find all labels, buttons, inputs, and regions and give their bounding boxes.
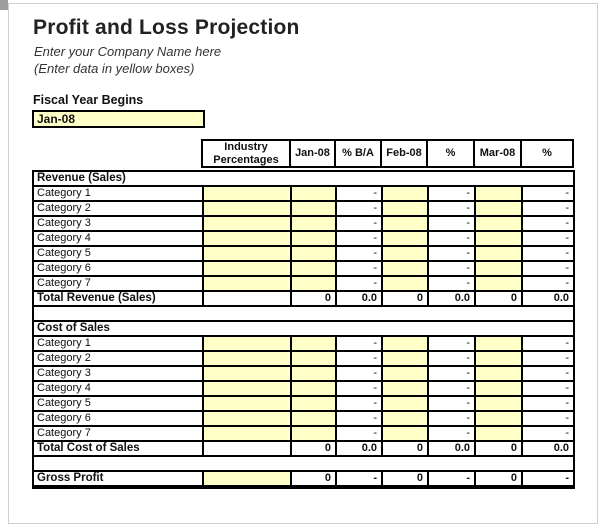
- input-cell[interactable]: [382, 276, 428, 291]
- column-header-industry-percentages: Industry Percentages: [202, 140, 290, 167]
- table-row: [33, 366, 574, 381]
- input-cell[interactable]: [291, 411, 336, 426]
- value-cell: 0: [291, 471, 336, 487]
- input-cell[interactable]: [382, 216, 428, 231]
- company-name-placeholder: Enter your Company Name here: [34, 44, 222, 59]
- value-cell: 0.0: [428, 291, 475, 306]
- value-cell: 0: [382, 291, 428, 306]
- input-cell[interactable]: [291, 351, 336, 366]
- input-cell[interactable]: [291, 366, 336, 381]
- value-cell: -: [336, 246, 382, 261]
- value-cell: 0: [475, 291, 522, 306]
- section-row: [33, 171, 574, 186]
- value-cell: 0.0: [522, 441, 574, 456]
- value-cell: -: [428, 231, 475, 246]
- column-header-pct: %: [427, 140, 474, 167]
- table-row: [33, 351, 574, 366]
- value-cell: -: [336, 231, 382, 246]
- input-cell[interactable]: [291, 426, 336, 441]
- input-cell[interactable]: [291, 381, 336, 396]
- gross-row: [33, 471, 574, 487]
- input-cell[interactable]: [382, 246, 428, 261]
- column-header-table: [32, 139, 574, 168]
- input-cell[interactable]: [475, 396, 522, 411]
- value-cell: 0.0: [336, 291, 382, 306]
- value-cell: -: [336, 426, 382, 441]
- input-cell[interactable]: [475, 261, 522, 276]
- input-cell[interactable]: [475, 246, 522, 261]
- page-title: Profit and Loss Projection: [33, 16, 300, 39]
- value-cell: -: [428, 411, 475, 426]
- value-cell: -: [336, 336, 382, 351]
- input-cell[interactable]: [475, 381, 522, 396]
- value-cell: -: [522, 471, 574, 487]
- input-cell[interactable]: [291, 201, 336, 216]
- value-cell: -: [428, 351, 475, 366]
- total-row: [33, 441, 574, 456]
- input-cell[interactable]: [203, 411, 291, 426]
- column-header-b-a: % B/A: [335, 140, 381, 167]
- row-label-category-5: Category 5: [33, 396, 203, 411]
- input-cell[interactable]: [382, 231, 428, 246]
- input-cell[interactable]: [382, 351, 428, 366]
- row-label-category-6: Category 6: [33, 411, 203, 426]
- value-cell: -: [428, 186, 475, 201]
- value-cell: -: [428, 216, 475, 231]
- value-cell: [203, 441, 291, 456]
- input-cell[interactable]: [291, 261, 336, 276]
- table-row: [33, 336, 574, 351]
- input-cell[interactable]: [382, 336, 428, 351]
- column-header-feb-08: Feb-08: [381, 140, 427, 167]
- input-cell[interactable]: [203, 381, 291, 396]
- column-header-row: [32, 140, 573, 167]
- spacer-row: [33, 306, 574, 321]
- value-cell: [203, 291, 291, 306]
- table-row: [33, 246, 574, 261]
- input-cell[interactable]: [203, 276, 291, 291]
- value-cell: -: [522, 201, 574, 216]
- value-cell: -: [522, 381, 574, 396]
- table-row: [33, 231, 574, 246]
- column-header-mar-08: Mar-08: [474, 140, 521, 167]
- input-cell[interactable]: [203, 366, 291, 381]
- value-cell: -: [522, 216, 574, 231]
- table-row: [33, 396, 574, 411]
- input-cell[interactable]: [475, 426, 522, 441]
- input-cell[interactable]: [475, 336, 522, 351]
- value-cell: 0.0: [522, 291, 574, 306]
- row-label-category-7: Category 7: [33, 426, 203, 441]
- input-cell[interactable]: [382, 381, 428, 396]
- section-header-revenue-sales: Revenue (Sales): [33, 171, 574, 186]
- value-cell: -: [428, 471, 475, 487]
- row-label-category-3: Category 3: [33, 216, 203, 231]
- value-cell: 0: [475, 471, 522, 487]
- value-cell: -: [522, 231, 574, 246]
- input-cell[interactable]: [382, 186, 428, 201]
- value-cell: 0: [291, 441, 336, 456]
- input-cell[interactable]: [291, 336, 336, 351]
- input-cell[interactable]: [382, 201, 428, 216]
- row-label-category-7: Category 7: [33, 276, 203, 291]
- value-cell: -: [336, 261, 382, 276]
- value-cell: -: [428, 426, 475, 441]
- value-cell: 0.0: [336, 441, 382, 456]
- section-row: [33, 321, 574, 336]
- input-cell[interactable]: [291, 246, 336, 261]
- header-blank-cell: [32, 140, 202, 167]
- value-cell: -: [336, 366, 382, 381]
- input-cell[interactable]: [203, 261, 291, 276]
- input-cell[interactable]: [291, 276, 336, 291]
- row-label-category-1: Category 1: [33, 186, 203, 201]
- input-cell[interactable]: [475, 351, 522, 366]
- input-cell[interactable]: [291, 396, 336, 411]
- value-cell: -: [428, 366, 475, 381]
- input-cell[interactable]: [475, 231, 522, 246]
- table-row: [33, 276, 574, 291]
- input-cell[interactable]: [203, 231, 291, 246]
- value-cell: -: [336, 186, 382, 201]
- input-cell[interactable]: [291, 216, 336, 231]
- row-label-category-4: Category 4: [33, 381, 203, 396]
- value-cell: -: [522, 396, 574, 411]
- input-cell[interactable]: [382, 366, 428, 381]
- page-corner-block: [0, 0, 8, 10]
- spacer-row: [33, 456, 574, 471]
- input-cell[interactable]: [475, 276, 522, 291]
- input-cell[interactable]: [382, 426, 428, 441]
- value-cell: -: [522, 246, 574, 261]
- input-cell[interactable]: [203, 471, 291, 487]
- row-label-category-6: Category 6: [33, 261, 203, 276]
- value-cell: 0: [291, 291, 336, 306]
- table-row: [33, 186, 574, 201]
- value-cell: -: [336, 411, 382, 426]
- input-cell[interactable]: [203, 396, 291, 411]
- table-row: [33, 426, 574, 441]
- row-label-category-4: Category 4: [33, 231, 203, 246]
- row-label-category-2: Category 2: [33, 201, 203, 216]
- table-row: [33, 201, 574, 216]
- input-cell[interactable]: [203, 246, 291, 261]
- row-label-total-cost-of-sales: Total Cost of Sales: [33, 441, 203, 456]
- value-cell: -: [522, 411, 574, 426]
- value-cell: 0: [382, 441, 428, 456]
- row-label-category-2: Category 2: [33, 351, 203, 366]
- value-cell: -: [336, 381, 382, 396]
- input-cell[interactable]: [475, 216, 522, 231]
- value-cell: 0: [475, 441, 522, 456]
- value-cell: -: [522, 261, 574, 276]
- value-cell: -: [336, 276, 382, 291]
- input-cell[interactable]: [382, 396, 428, 411]
- value-cell: -: [428, 246, 475, 261]
- value-cell: -: [428, 381, 475, 396]
- value-cell: -: [522, 351, 574, 366]
- value-cell: -: [428, 276, 475, 291]
- row-label-category-3: Category 3: [33, 366, 203, 381]
- table-row: [33, 261, 574, 276]
- value-cell: -: [336, 201, 382, 216]
- value-cell: -: [336, 351, 382, 366]
- value-cell: -: [428, 396, 475, 411]
- input-cell[interactable]: [382, 261, 428, 276]
- table-row: [33, 216, 574, 231]
- value-cell: -: [336, 216, 382, 231]
- value-cell: 0: [382, 471, 428, 487]
- input-cell[interactable]: [203, 426, 291, 441]
- value-cell: -: [428, 261, 475, 276]
- input-cell[interactable]: [203, 201, 291, 216]
- value-cell: 0.0: [428, 441, 475, 456]
- row-label-gross-profit: Gross Profit: [33, 471, 203, 487]
- column-header-pct: %: [521, 140, 573, 167]
- row-label-total-revenue-sales: Total Revenue (Sales): [33, 291, 203, 306]
- value-cell: -: [522, 186, 574, 201]
- input-cell[interactable]: [475, 366, 522, 381]
- column-header-jan-08: Jan-08: [290, 140, 335, 167]
- value-cell: -: [522, 366, 574, 381]
- value-cell: -: [522, 276, 574, 291]
- value-cell: -: [428, 201, 475, 216]
- section-header-cost-of-sales: Cost of Sales: [33, 321, 574, 336]
- input-cell[interactable]: [203, 336, 291, 351]
- input-cell[interactable]: [203, 216, 291, 231]
- fiscal-year-input[interactable]: Jan-08: [32, 110, 205, 128]
- value-cell: -: [428, 336, 475, 351]
- input-cell[interactable]: [291, 231, 336, 246]
- spacer-cell: [33, 456, 574, 471]
- value-cell: -: [336, 396, 382, 411]
- fiscal-year-label: Fiscal Year Begins: [33, 93, 144, 107]
- spacer-cell: [33, 306, 574, 321]
- input-cell[interactable]: [203, 186, 291, 201]
- table-row: [33, 411, 574, 426]
- input-cell[interactable]: [475, 201, 522, 216]
- row-label-category-1: Category 1: [33, 336, 203, 351]
- pnl-table: [32, 170, 575, 489]
- input-cell[interactable]: [475, 186, 522, 201]
- value-cell: -: [522, 336, 574, 351]
- total-row: [33, 291, 574, 306]
- input-cell[interactable]: [291, 186, 336, 201]
- value-cell: -: [522, 426, 574, 441]
- input-cell[interactable]: [203, 351, 291, 366]
- data-entry-instructions: (Enter data in yellow boxes): [34, 61, 195, 76]
- input-cell[interactable]: [475, 411, 522, 426]
- row-label-category-5: Category 5: [33, 246, 203, 261]
- input-cell[interactable]: [382, 411, 428, 426]
- table-row: [33, 381, 574, 396]
- value-cell: -: [336, 471, 382, 487]
